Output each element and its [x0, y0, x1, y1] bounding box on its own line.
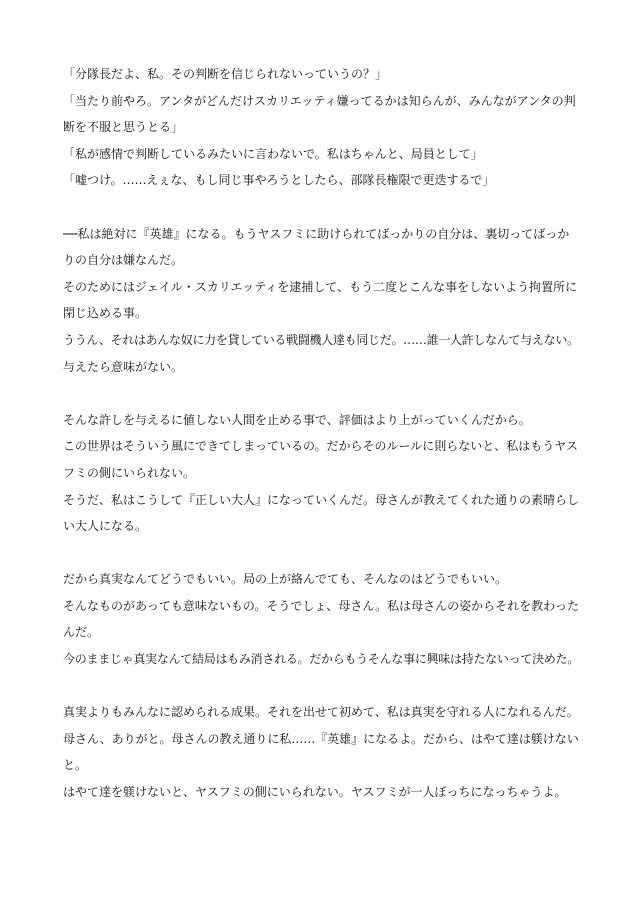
paragraph-monologue-3 [63, 566, 579, 672]
paragraph-monologue-1 [63, 221, 579, 381]
text-line: ううん、それはあんな奴に力を貸している戦闘機人達も同じだ。……誰一人許しなんて与えない。 [63, 332, 579, 347]
paragraph-monologue-4 [63, 699, 579, 805]
text-line: だから真実なんてどうでもいい。局の上が絡んでても、そんなのはどうでもいい。 [63, 572, 508, 587]
paragraph-gap [63, 194, 579, 221]
text-line: 「分隊長だよ、私。その判断を信じられないっていうの？」 [63, 67, 388, 81]
text-line: この世界はそういう風にできてしまっているの。だからそのルールに則らないと、私はもうヤス [63, 439, 579, 454]
text-line: そうだ、私はこうして『正しい大人』になっていくんだ。母さんが教えてくれた通りの素晴らし [63, 492, 580, 507]
paragraph-gap [63, 380, 579, 407]
text-line: そんなものがあっても意味ないもの。そうでしょ、母さん。私は母さんの姿からそれを教わった [63, 598, 580, 613]
paragraph-gap [63, 673, 579, 700]
body-text [63, 61, 579, 806]
text-line: 与えたら意味がない。 [63, 359, 184, 374]
text-line: い大人になる。 [63, 519, 148, 534]
text-line: んだ。 [63, 625, 100, 640]
paragraph-dialogue [63, 61, 579, 194]
text-line: 母さん、ありがと。母さんの教え通りに私……『英雄』になるよ。だから、はやて達は躾けない [63, 731, 579, 746]
text-line: 「嘘つけ。……えぇな、もし同じ事やろうとしたら、部隊長権限で更迭するで」 [63, 173, 495, 188]
text-line: はやて達を躾けないと、ヤスフミの側にいられない。ヤスフミが一人ぼっちになっちゃうよ。 [63, 785, 567, 800]
paragraph-gap [63, 540, 579, 567]
text-line: りの自分は嫌なんだ。 [63, 253, 184, 268]
text-line: と。 [63, 758, 88, 773]
text-line: 「当たり前やろ。アンタがどんだけスカリエッティ嫌ってるかは知らんが、みんながアンタの判 [63, 93, 576, 108]
text-line: ──私は絶対に『英雄』になる。もうヤスフミに助けられてばっかりの自分は、裏切ってばっか [63, 226, 570, 241]
text-line: 「私が感情で判断しているみたいに言わないで。私はちゃんと、局員として」 [63, 146, 483, 161]
text-line: フミの側にいられない。 [63, 465, 196, 480]
text-line: そんな許しを与えるに値しない人間を止める事で、評価はより上がっていくんだから。 [63, 412, 531, 427]
text-line: 真実よりもみんなに認められる成果。それを出せて初めて、私は真実を守れる人になれるんだ。 [63, 705, 579, 720]
text-line: 閉じ込める事。 [63, 306, 148, 321]
text-line: 断を不服と思うとる」 [63, 120, 184, 135]
text-line: そのためにはジェイル・スカリエッティを逮捕して、もう二度とこんな事をしないよう拘置所に [63, 279, 578, 294]
text-line: 今のままじゃ真実なんて結局はもみ消される。だからもうそんな事に興味は持たないって決めた。 [63, 652, 580, 667]
paragraph-monologue-2 [63, 407, 579, 540]
